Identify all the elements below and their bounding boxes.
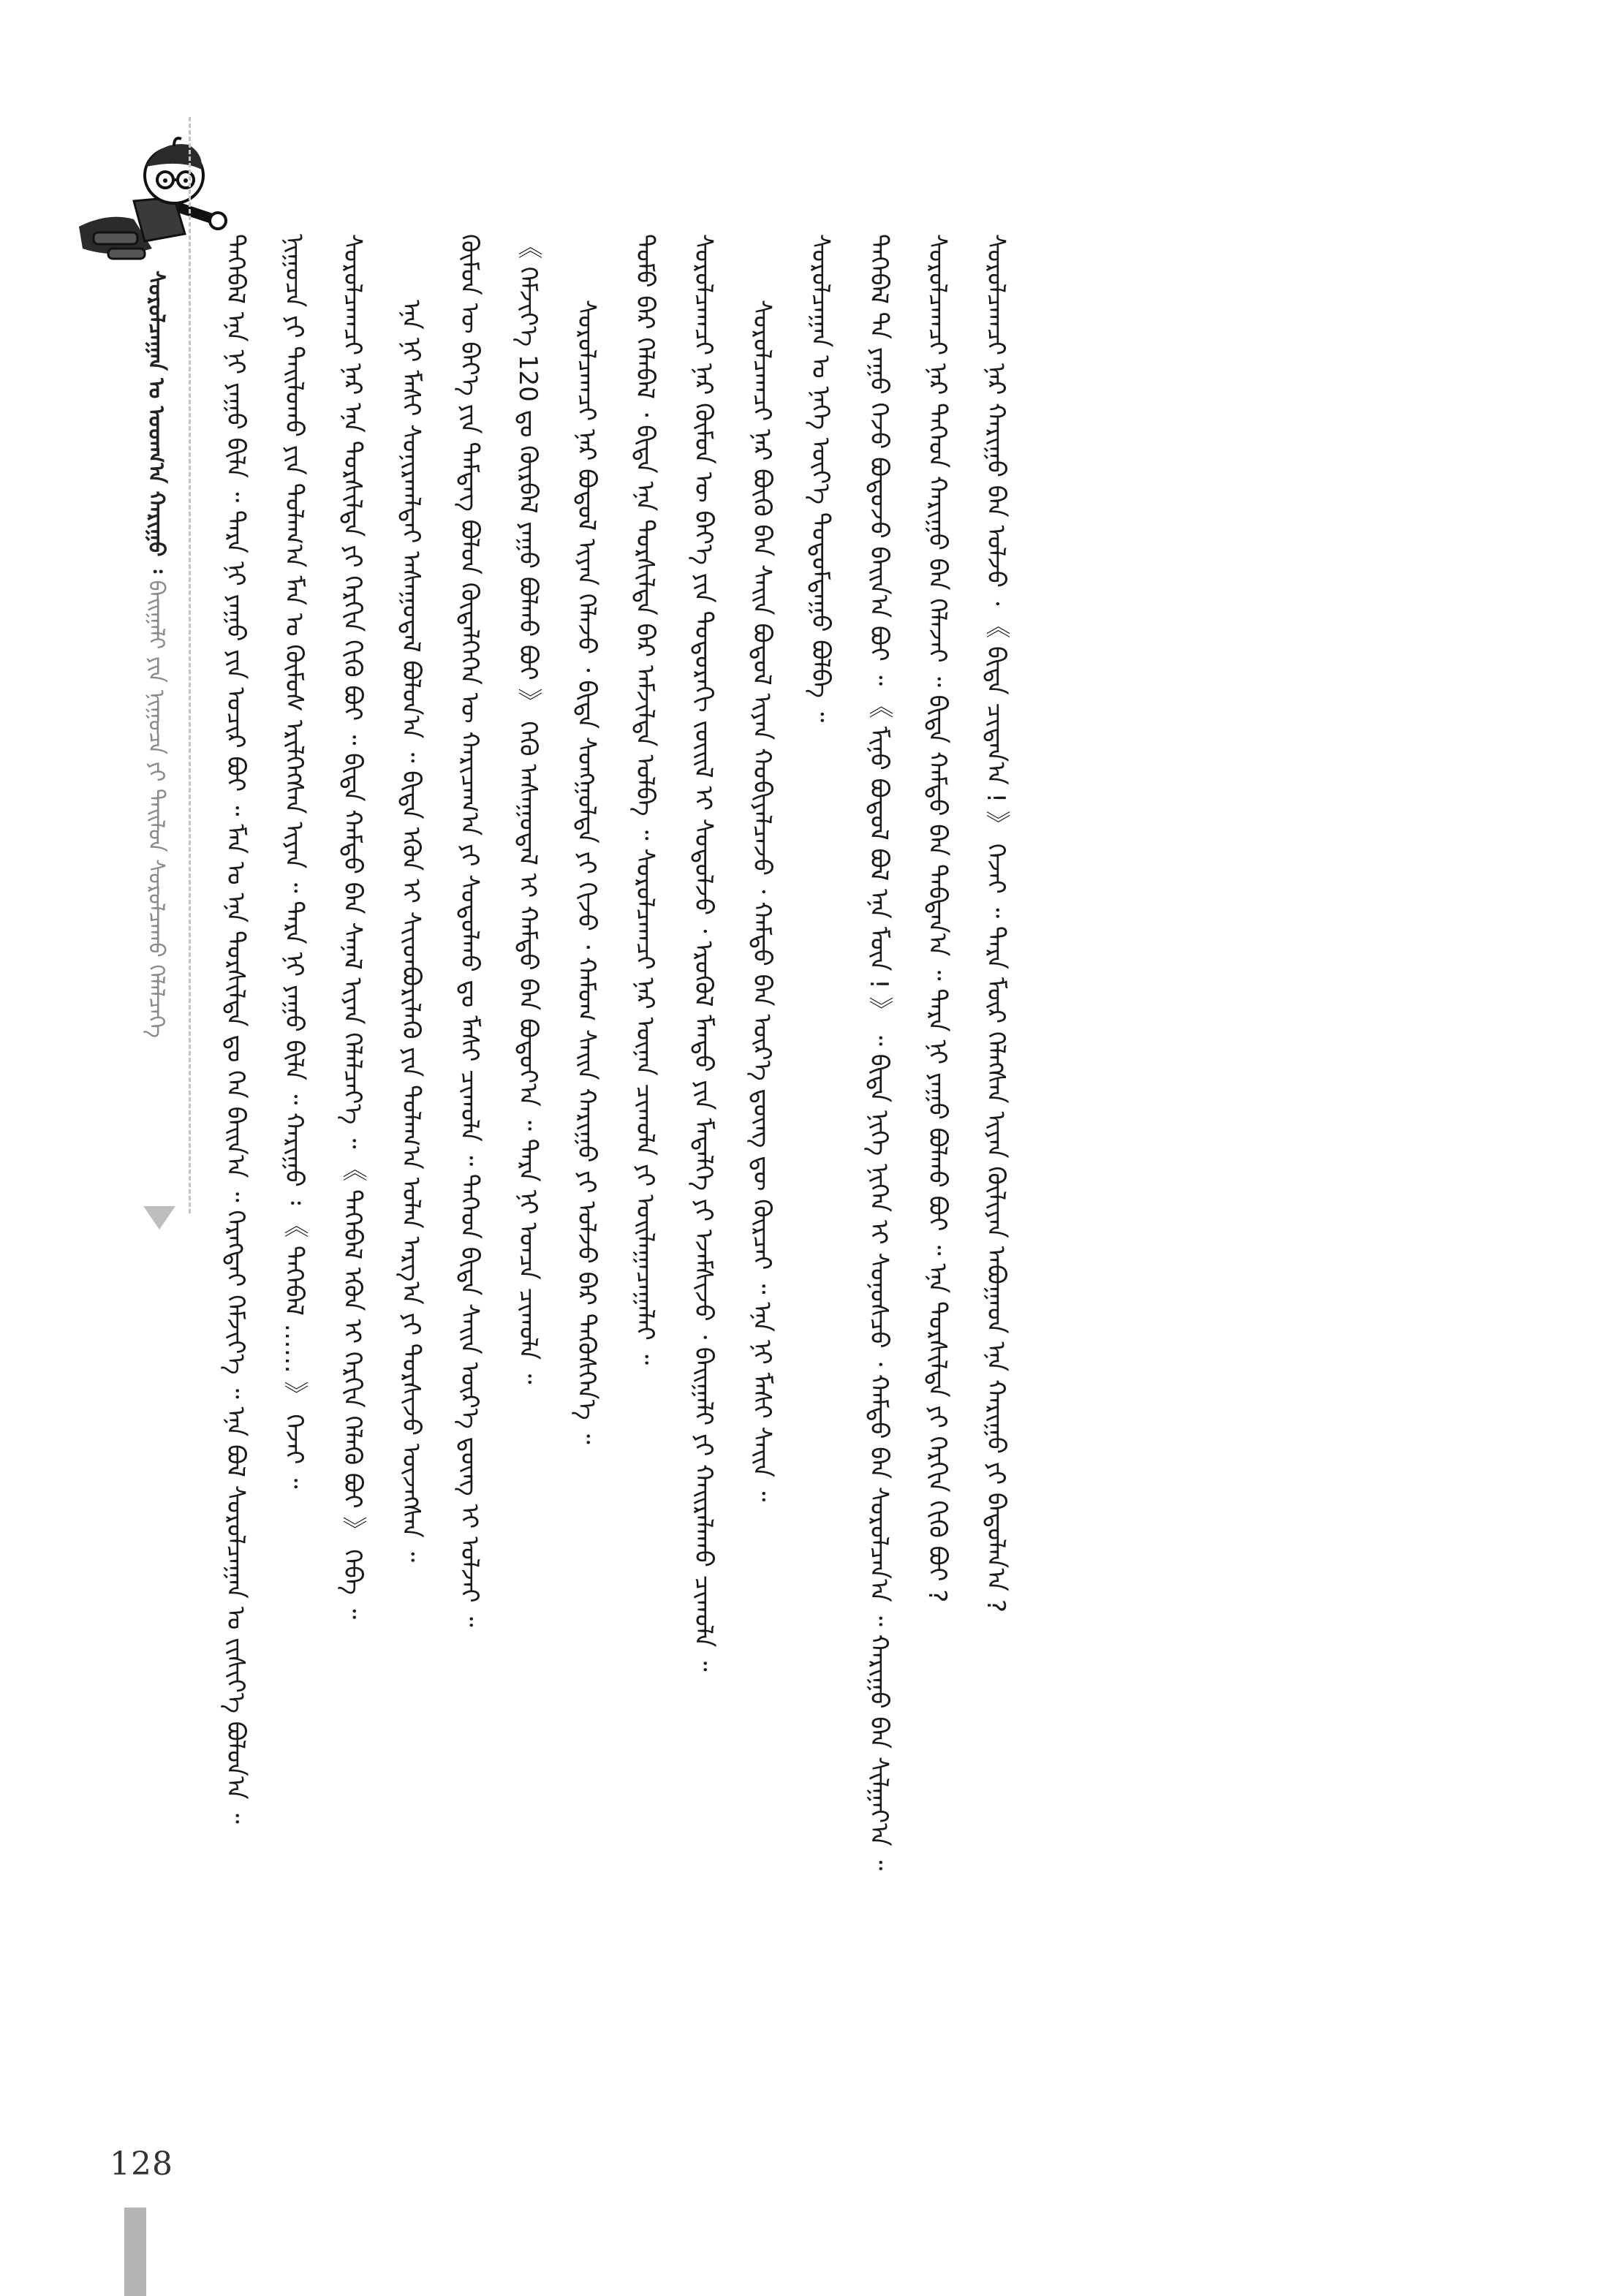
body-text <box>219 234 1075 2193</box>
triangle-marker-icon <box>143 1206 175 1230</box>
text-column: 《 ᠬᠡᠮᠵᠢᠶ᠎ᠡ 120 ᠳᠤ ᠬᠦᠷᠪᠡᠯ ᠶᠠᠭᠤ ᠪᠣᠯᠬᠤ ᠪᠤᠢ 》 ᠭᠡᠬᠦ ᠠᠰᠠᠭᠤᠳᠠᠯ ᠢ ᠬᠠᠮᠲᠤ ᠪᠠᠨ ᠪᠣᠳᠤᠶ᠎ᠠ ᠃ ᠲᠡᠷᠡ ᠨᠢ ᠣᠨᠴᠠ ᠴᠢᠬᠤᠯᠠ ᠃ <box>513 234 542 1384</box>
text-column: ᠰᠤᠷᠤᠯᠴᠠᠭᠴᠢ ᠨᠠᠷ ᠪᠣᠳᠤᠯ ᠢᠶᠠᠨ ᠬᠡᠯᠡᠵᠦ ᠂ ᠪᠢᠳᠡ ᠰᠣᠩᠭᠤᠯᠲᠠ ᠶᠢ ᠬᠢᠵᠦ ᠂ ᠬᠠᠮᠤᠭ ᠰᠠᠢ᠌ᠨ ᠬᠠᠷᠢᠭᠤ ᠶᠢ ᠣᠯᠵᠤ ᠪᠡᠷ ᠲᠡᠭᠦᠰᠬᠡᠨ᠎ᠡ ᠃ <box>572 300 601 1444</box>
running-header <box>140 270 171 1213</box>
text-column: ᠰᠤᠷᠤᠯᠴᠠᠭᠴᠢ ᠨᠠᠷ ᠪᠦᠬᠦ ᠪᠠᠨ ᠰᠠᠢ᠌ᠨ ᠪᠣᠳᠤᠯ ᠢᠶᠠᠨ ᠬᠤᠪᠢᠶᠠᠯᠴᠠᠵᠤ ᠂ ᠬᠠᠮᠲᠤ ᠪᠠᠨ ᠦᠷ᠎ᠡ ᠳ᠋ᠦᠩ ᠳᠦ ᠬᠦᠷᠴᠡᠢ ᠃ ᠡᠨᠡ ᠨᠢ ᠮᠠᠰᠢ ᠰᠠᠢ᠌ᠨ ᠃ <box>747 300 776 1502</box>
thumb-tab-bar <box>124 2208 146 2296</box>
header-divider <box>189 117 191 1213</box>
running-header-subtitle: ᠪᠠᠢ᠌ᠭᠠᠯᠢ ᠶᠢᠨ ᠨᠢᠭᠤᠴᠠ ᠶᠢ ᠳᠠᠢ᠌ᠯᠤᠨ ᠰᠤᠷᠤᠯᠴᠠᠬᠤ ᠬᠡᠯᠡᠯᠴᠡᠭᠡ <box>143 580 169 1038</box>
text-column: ᠬᠦᠮᠦᠨ ᠦ ᠪᠡᠶ᠎ᠡ ᠶᠢᠨ ᠲᠡᠮᠳᠡᠭ ᠪᠣᠯᠤᠨ ᠬᠥᠳᠡᠯᠭᠡᠭᠡᠨ ᠦ ᠬᠠᠷᠢᠴᠠᠭ᠎ᠠ ᠶᠢ ᠰᠤᠳᠤᠯᠬᠤ ᠳᠤ ᠮᠠᠰᠢ ᠴᠢᠬᠤᠯᠠ ᠃ ᠲᠡᠭᠡᠳ ᠪᠢᠳᠡ ᠰᠠᠢ᠌ᠨ ᠦᠷ᠎ᠡ ᠳ᠋ᠦᠩ ᠢ ᠣᠯᠵᠠᠢ ᠃ <box>455 234 484 1627</box>
running-header-title: ᠰᠤᠷᠤᠯᠴᠠᠭᠠᠨ ᠤ ᠤᠳᠬ᠎ᠠ ᠬᠠᠷᠢᠭᠤ ᠄ <box>143 270 169 574</box>
text-column: ᠰᠤᠷᠤᠯᠴᠠᠭᠴᠢ ᠨᠠᠷ ᠬᠠᠷᠢᠭᠤ ᠪᠠᠨ ᠣᠯᠵᠤ ᠂ 《 ᠪᠢᠳᠡ ᠴᠢᠳᠠᠨ᠎ᠠ ! 》 ᠭᠡᠵᠡᠢ ᠃ ᠲᠡᠷᠡ ᠮᠥᠷ ᠬᠡᠯᠡᠭᠰᠡᠨ ᠢᠶᠡᠨ ᠬᠦᠯᠢᠶᠡᠨ ᠠᠪᠤᠭᠠᠳ ᠡᠨᠡ ᠬᠠᠷᠢᠭᠤ ᠶᠢ ᠪᠠᠲᠤᠯᠠᠨ᠎ᠠ ? <box>981 234 1010 1613</box>
text-column: ᠡᠨᠡ ᠨᠢ ᠮᠠᠰᠢ ᠰᠣᠨᠢᠷᠬᠠᠯᠲᠠᠢ ᠠᠰᠠᠭᠤᠳᠠᠯ ᠪᠣᠯᠤᠨ᠎ᠠ ᠃ ᠪᠢᠳᠡ ᠡᠭᠦᠨ ᠢ ᠰᠢᠢᠳᠪᠦᠷᠢᠯᠡᠬᠦ ᠶᠢᠨ ᠲᠤᠯᠠᠭ᠎ᠠ ᠣᠯᠠᠨ ᠠᠷᠭ᠎ᠠ ᠶᠢ ᠲᠤᠷᠰᠢᠵᠤ ᠦᠵᠡᠭᠰᠡᠨ ᠃ <box>396 300 425 1562</box>
cartoon-boy-with-glasses-icon <box>64 132 232 270</box>
text-column: ᠲᠣᠮᠣ ᠪᠡᠷ ᠬᠡᠯᠡᠪᠡᠯ ᠂ ᠪᠢᠳᠡ ᠡᠨᠡ ᠲᠤᠷᠰᠢᠯᠲᠠ ᠪᠠᠷ ᠠᠮᠵᠢᠯᠲᠠ ᠣᠯᠪᠠ ᠃ ᠰᠤᠷᠤᠯᠴᠠᠭᠴᠢ ᠨᠠᠷ ᠦᠨᠡᠨ ᠴᠢᠬᠤᠯᠠ ᠶᠢ ᠣᠢ᠌ᠯᠠᠭᠠᠴᠠᠭᠠᠯᠠᠢ ᠃ <box>630 234 659 1365</box>
text-column: ᠰᠤᠷᠤᠯᠴᠠᠭᠴᠢ ᠨᠠᠷ ᠲᠡᠭᠡᠳ ᠬᠠᠷᠢᠭᠤ ᠪᠠᠨ ᠬᠡᠯᠡᠵᠡᠢ ᠃ ᠪᠢᠳᠡ ᠬᠠᠮᠲᠤ ᠪᠠᠨ ᠳᠠᠪᠲᠠᠨ᠎ᠠ ᠃ ᠲᠡᠷᠡ ᠨᠢ ᠶᠠᠭᠤ ᠪᠣᠯᠬᠤ ᠪᠤᠢ ᠃ ᠡᠨᠡ ᠲᠤᠷᠰᠢᠯᠲᠠ ᠶᠢ ᠬᠡᠷᠬᠢᠨ ᠬᠢᠬᠦ ᠪᠤᠢ ? <box>923 234 952 1603</box>
text-column: ᠰᠤᠷᠤᠯᠴᠠᠭᠴᠢ ᠨᠠᠷ ᠬᠦᠮᠦᠨ ᠦ ᠪᠡᠶ᠎ᠡ ᠶᠢᠨ ᠳᠣᠲᠣᠷᠠᠬᠢ ᠵᠦᠢ᠌ᠯ ᠢ ᠰᠤᠳᠤᠯᠵᠤ ᠂ ᠡᠷᠦᠬᠦᠯ ᠮᠡᠨᠳᠦ ᠶᠢᠨ ᠮᠡᠳᠡᠯᠭᠡ ᠶᠢ ᠡᠵᠡᠮᠰᠢᠵᠦ ᠂ ᠪᠠᠢ᠌ᠭᠠᠯᠢ ᠶᠢ ᠬᠠᠢ᠌ᠷᠠᠯᠠᠬᠤ ᠴᠢᠬᠤᠯᠠ ᠃ <box>689 234 718 1672</box>
text-column: ᠰᠤᠷᠤᠯᠴᠠᠭᠴᠢ ᠨᠠᠷ ᠡᠨᠡ ᠲᠤᠷᠰᠢᠯᠲᠠ ᠶᠢ ᠬᠡᠷᠬᠢᠨ ᠬᠢᠬᠦ ᠪᠤᠢ ᠃ ᠪᠢᠳᠡ ᠬᠠᠮᠲᠤ ᠪᠠᠨ ᠰᠠᠨᠠᠯ ᠢᠶᠠᠨ ᠬᠡᠯᠡᠯᠴᠡᠶ᠎ᠡ ᠃ 《 ᠲᠡᠭᠡᠪᠡᠯ ᠡᠭᠦᠨ ᠢ ᠬᠡᠷᠬᠢᠨ ᠬᠡᠯᠡᠬᠦ ᠪᠤᠢ 》 ᠭᠡᠪᠡ ᠃ <box>338 234 367 1619</box>
text-column: ᠨᠢᠭᠤᠴᠠ ᠶᠢ ᠳᠠᠢ᠌ᠯᠤᠬᠤ ᠶᠢᠨ ᠲᠤᠯᠠᠭ᠎ᠠ ᠮᠠᠨ ᠤ ᠬᠦᠮᠦᠰ ᠡᠷᠢᠯᠬᠡᠭᠰᠡᠨ ᠢᠶᠡᠨ ᠃ ᠲᠡᠷᠡ ᠨᠢ ᠶᠠᠭᠤ ᠪᠢᠯᠡ ᠃ ᠬᠠᠷᠢᠭᠤ ᠄ 《 ᠲᠡᠭᠡᠪᠡᠯ …… 》 ᠭᠡᠵᠡᠢ ᠃ <box>279 234 309 1489</box>
page-number: 128 <box>110 2145 173 2183</box>
text-column: ᠲᠡᠭᠡᠪᠡᠯ ᠡᠨᠡ ᠨᠢ ᠶᠠᠭᠤ ᠪᠢᠯᠡ ᠃ ᠲᠡᠷᠡ ᠨᠢ ᠶᠠᠭᠤ ᠶᠢᠨ ᠤᠴᠢᠷ ᠪᠤᠢ ᠃ ᠮᠠᠨ ᠤ ᠡᠨᠡ ᠲᠤᠷᠰᠢᠯᠲᠠ ᠳᠤ ᠬᠡᠨ ᠪᠠᠢ᠌ᠨ᠎ᠠ ᠃ ᠬᠡᠷᠡᠭᠲᠡᠢ ᠬᠡᠮᠵᠢᠶ᠎ᠡ ᠃ ᠡᠨᠡ ᠪᠣᠯ ᠰᠤᠷᠤᠯᠴᠠᠭᠠᠨ ᠤ ᠵᠢᠱᠢᠶ᠎ᠡ ᠪᠣᠯᠤᠨ᠎ᠠ ᠃ <box>221 234 250 1824</box>
text-column: ᠲᠡᠭᠡᠪᠡᠯ ᠲᠠ ᠶᠠᠭᠤ ᠭᠡᠵᠦ ᠪᠣᠳᠤᠵᠤ ᠪᠠᠢ᠌ᠨ᠎ᠠ ᠪᠤᠢ ᠃ 《 ᠮᠢᠨᠦ ᠪᠣᠳᠤᠯ ᠪᠣᠯ ᠡᠨᠡ ᠮᠥᠨ ! 》 ᠃ ᠪᠢᠳᠡ ᠨᠢᠭᠡ ᠨᠢᠭᠡᠨ ᠢ ᠰᠣᠨᠣᠰᠴᠤ ᠂ ᠬᠠᠮᠲᠤ ᠪᠠᠨ ᠰᠤᠷᠤᠯᠴᠠᠨ᠎ᠠ ᠃ ᠬᠠᠷᠢᠭᠤ ᠪᠠᠨ ᠰᠢᠯᠭᠠᠶ᠎ᠠ ᠃ <box>864 234 893 1871</box>
text-column: ᠰᠤᠷᠤᠯᠴᠠᠭᠠᠨ ᠤ ᠨᠡᠭᠡ ᠦᠶ᠎ᠡ ᠳᠤᠲᠤᠮᠳᠠᠭᠤ ᠪᠣᠯᠪᠠ ᠃ <box>806 234 835 723</box>
